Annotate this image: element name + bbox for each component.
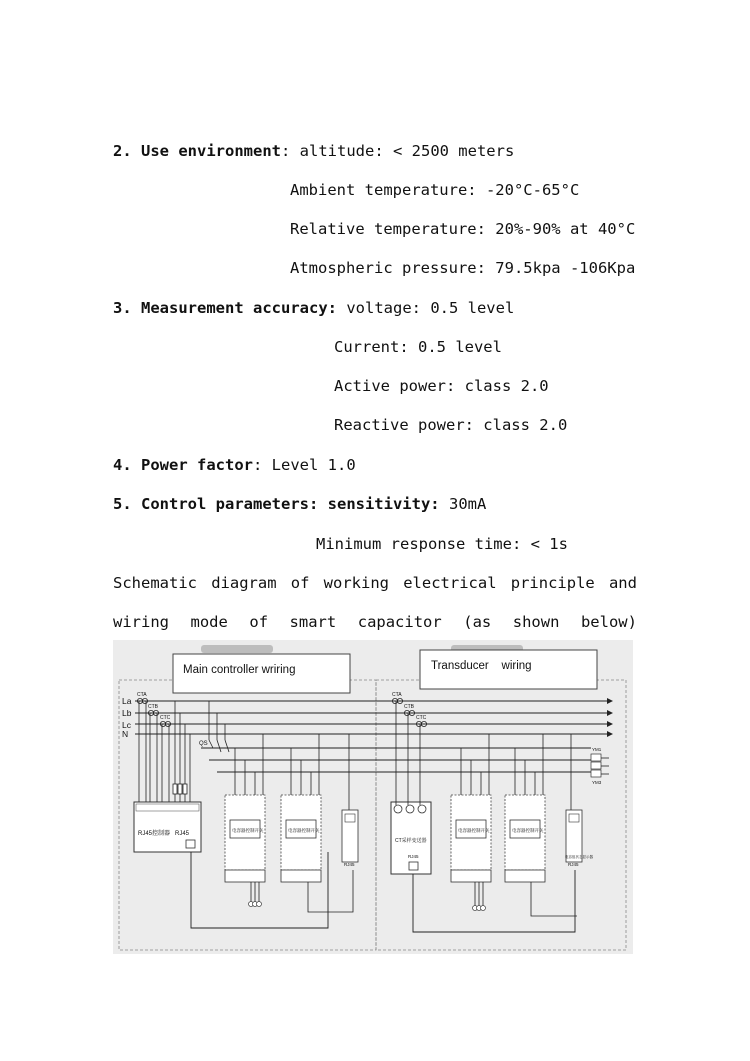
- capacitor-label-right-1: 电容器控制开关: [458, 828, 490, 833]
- terminal-block-ym-wires: [601, 758, 609, 774]
- caption-line-1-word: working: [323, 574, 389, 592]
- fuse-symbols: [173, 784, 187, 794]
- capacitor-label-left-1: 电容器控制开关: [232, 828, 264, 833]
- capacitor-module-left-1: [225, 795, 265, 882]
- phase-label-lc: Lc: [122, 720, 131, 730]
- caption-line-2-word: below): [580, 613, 637, 631]
- item-control-parameters: 5. Control parameters: sensitivity: 30mA: [113, 495, 487, 513]
- caption-line-1-word: electrical: [403, 574, 497, 592]
- caption-line-2-word: of: [249, 613, 269, 631]
- terminal-label-ym3: YM3: [592, 780, 602, 785]
- caption-line-1-word: and: [608, 574, 637, 592]
- atmospheric-pressure: Atmospheric pressure: 79.5kpa -106Kpa: [290, 259, 636, 277]
- right-module-terminals: [473, 906, 486, 911]
- caption-line-1-word: principle: [510, 574, 595, 592]
- phase-label-la: La: [122, 696, 132, 706]
- main-controller-label: Main controller wriring: [183, 664, 296, 676]
- heading-power-factor: Power factor: [141, 456, 253, 474]
- transducer-ct-rings: [394, 805, 426, 813]
- ambient-temperature: Ambient temperature: -20°C-65°C: [290, 181, 580, 199]
- status-display-right-screen: [569, 814, 579, 822]
- bus-arrows: [607, 698, 613, 737]
- capacitor-label-left-2: 电容器控制开关: [288, 828, 320, 833]
- ct-label-c-right: CTC: [416, 715, 427, 721]
- controller-rj45-port: [186, 840, 195, 848]
- transducer-label: Transducer wiring: [431, 660, 532, 672]
- item-power-factor: 4. Power factor: Level 1.0: [113, 456, 356, 474]
- transducer-signal-wire: [413, 870, 575, 932]
- rj45-label-right: RJ45: [568, 862, 579, 867]
- right-module-bus: [475, 882, 577, 916]
- capacitor-label-right-2: 电容器控制开关: [512, 828, 544, 833]
- caption-line-1-word: diagram: [211, 574, 277, 592]
- item-use-environment: 2. Use environment: altitude: < 2500 meters: [113, 142, 515, 160]
- transducer-rj45-port: [409, 862, 418, 870]
- caption-line-1-word: Schematic: [113, 574, 197, 592]
- ct-label-a-right: CTA: [392, 692, 402, 698]
- relative-temperature: Relative temperature: 20%-90% at 40°C: [290, 220, 636, 238]
- qs-switch: [209, 701, 229, 752]
- left-module-terminals: [249, 902, 262, 907]
- ct-label-a: CTA: [137, 692, 147, 698]
- capacitor-module-right-1: [451, 795, 491, 882]
- current-accuracy: Current: 0.5 level: [334, 338, 502, 356]
- status-display-left-screen: [345, 814, 355, 822]
- rj45-label-transducer: RJ45: [408, 854, 419, 859]
- wiring-diagram-svg: [113, 640, 633, 954]
- ct-label-b-right: CTB: [404, 704, 414, 710]
- caption-line-1-word: of: [290, 574, 310, 592]
- phase-label-n: N: [122, 729, 129, 739]
- minimum-response-time: Minimum response time: < 1s: [316, 535, 568, 553]
- bus-lines: [135, 701, 607, 772]
- reactive-power-accuracy: Reactive power: class 2.0: [334, 416, 568, 434]
- caption-line-2-word: (as: [463, 613, 492, 631]
- rj45-label-left: RJ45: [344, 862, 355, 867]
- switch-label: QS: [199, 741, 208, 747]
- caption-line-2-word: wiring: [113, 613, 169, 631]
- capacitor-module-right-2: [505, 795, 545, 882]
- item-measurement-accuracy: 3. Measurement accuracy: voltage: 0.5 level: [113, 299, 515, 317]
- terminal-label-ym1: YM1: [592, 747, 602, 752]
- transducer-box-label: CT采样变送器: [395, 838, 427, 844]
- ct-label-b: CTB: [148, 704, 158, 710]
- caption-line-2: [113, 612, 637, 632]
- heading-measurement-accuracy: Measurement accuracy:: [141, 299, 337, 317]
- heading-control-parameters: Control parameters: sensitivity:: [141, 495, 440, 513]
- phase-label-lb: Lb: [122, 708, 132, 718]
- caption-line-1: [113, 573, 637, 593]
- status-display-label: 电容组状态显示器: [565, 855, 593, 859]
- caption-line-2-word: capacitor: [357, 613, 442, 631]
- heading-use-environment: Use environment: [141, 142, 281, 160]
- wiring-diagram: [113, 640, 633, 954]
- caption-line-2-word: smart: [289, 613, 337, 631]
- top-tab-left: [201, 645, 273, 653]
- ct-label-c: CTC: [160, 715, 171, 721]
- active-power-accuracy: Active power: class 2.0: [334, 377, 549, 395]
- caption-line-2-word: shown: [512, 613, 560, 631]
- controller-label: RJ45控制器 RJ45: [138, 831, 190, 837]
- terminal-block-ym: [591, 754, 601, 777]
- capacitor-module-left-2: [281, 795, 321, 882]
- caption-line-2-word: mode: [190, 613, 228, 631]
